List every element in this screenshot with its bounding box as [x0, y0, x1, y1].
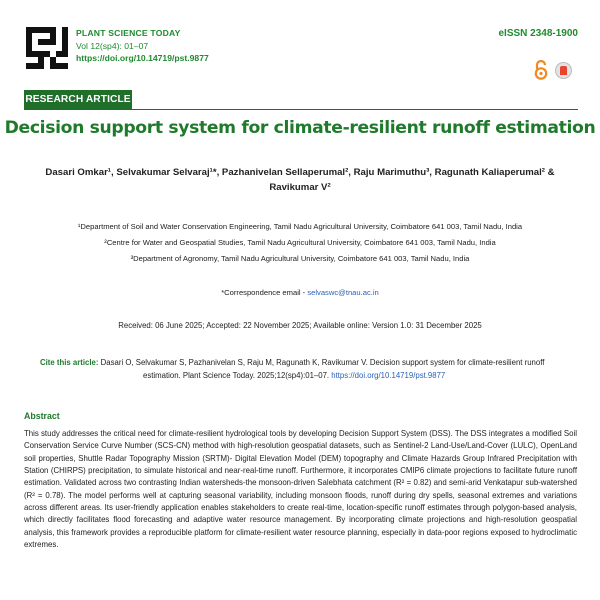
citation-label: Cite this article:: [40, 358, 99, 367]
article-dates: Received: 06 June 2025; Accepted: 22 November 2025; Available online: Version 1.0: 31 December 2025: [118, 321, 482, 330]
crossmark-icon[interactable]: [555, 62, 572, 79]
divider: [132, 109, 578, 110]
correspondence-email-link[interactable]: selvaswc@tnau.ac.in: [307, 288, 379, 297]
correspondence: [0, 288, 600, 297]
citation-doi-link[interactable]: https://doi.org/10.14719/pst.9877: [331, 370, 446, 380]
affiliation-2: ²Centre for Water and Geospatial Studies, Tamil Nadu Agricultural University, Coimbatore 641 003, Tamil Nadu, India: [104, 238, 496, 247]
citation-text-2: estimation. Plant Science Today. 2025;12(sp4):01–07.: [143, 370, 332, 380]
open-access-lock-icon[interactable]: [534, 60, 548, 80]
paper-title: Decision support system for climate-resilient runoff estimation: [4, 118, 596, 138]
journal-header: [76, 27, 209, 65]
abstract-text: This study addresses the critical need for climate-resilient hydrological tools by developing Decision Support System (DSS). The DSS integrates a modified Soil Conservation Service Curve Number (SCS-CN) method with high-resolution geospatial datasets, such as Sentinel-2 Land-Use/Land-Cover (LULC), OpenLand soil properties, Shuttle Radar Topography Mission (SRTM)- Digital Elevation Model (DEM) topography and Climate Hazards Group Infrared Precipitation with Station (CHIRPS) precipitation, to simulate historical and near-real-time runoff. Furthermore, it incorporates CMIP6 climate projections to facilitate future runoff estimation. Validated across two contrasting Indian watersheds-the monsoon-driven Salebhata catchment (R² = 0.82) and semi-arid Venkatapur sub-watershed (R² = 0.78). The model performs well at capturing seasonal variability, including monsoon floods, runoff during dry spells, seasonal extremes and variations across different areas. Its user-friendly application enables stakeholders to create real-time, location-specific runoff estimates through polygon-based analysis, which directly facilitates flood forecasting and adaptive water resource management. By incorporating climate projections and high-resolution geospatial analysis, this framework provides a reproducible platform for climate-resilient water resource planning, especially in data-poor regions exposed to hydroclimatic extremes.: [24, 429, 577, 550]
qr-code-icon: [26, 27, 68, 69]
abstract-heading: Abstract: [24, 411, 60, 421]
affiliation-3: ³Department of Agronomy, Tamil Nadu Agricultural University, Coimbatore 641 003, Tamil Nadu, India: [130, 254, 470, 263]
citation-block: [40, 357, 570, 382]
article-type-label: RESEARCH ARTICLE: [24, 90, 132, 110]
author-line-2: Ravikumar V²: [269, 182, 331, 193]
author-line-1: Dasari Omkar¹, Selvakumar Selvaraj¹*, Pazhanivelan Sellaperumal², Raju Marimuthu³, Ragunath Kaliaperumal² &: [45, 167, 555, 178]
journal-volume: Vol 12(sp4): 01–07: [76, 40, 149, 51]
citation-text-1: Dasari O, Selvakumar S, Pazhanivelan S, Raju M, Ragunath K, Ravikumar V. Decision support system for climate-resilient runoff: [100, 358, 545, 367]
journal-doi-link[interactable]: https://doi.org/10.14719/pst.9877: [76, 53, 209, 63]
badges: [534, 60, 574, 82]
author-list: [28, 165, 572, 195]
journal-name: PLANT SCIENCE TODAY: [76, 28, 181, 38]
correspondence-label: *Correspondence email -: [221, 288, 308, 297]
eissn: eISSN 2348-1900: [498, 28, 578, 39]
affiliation-1: ¹Department of Soil and Water Conservation Engineering, Tamil Nadu Agricultural University, Coimbatore 641 003, Tamil Nadu, India: [77, 222, 523, 231]
